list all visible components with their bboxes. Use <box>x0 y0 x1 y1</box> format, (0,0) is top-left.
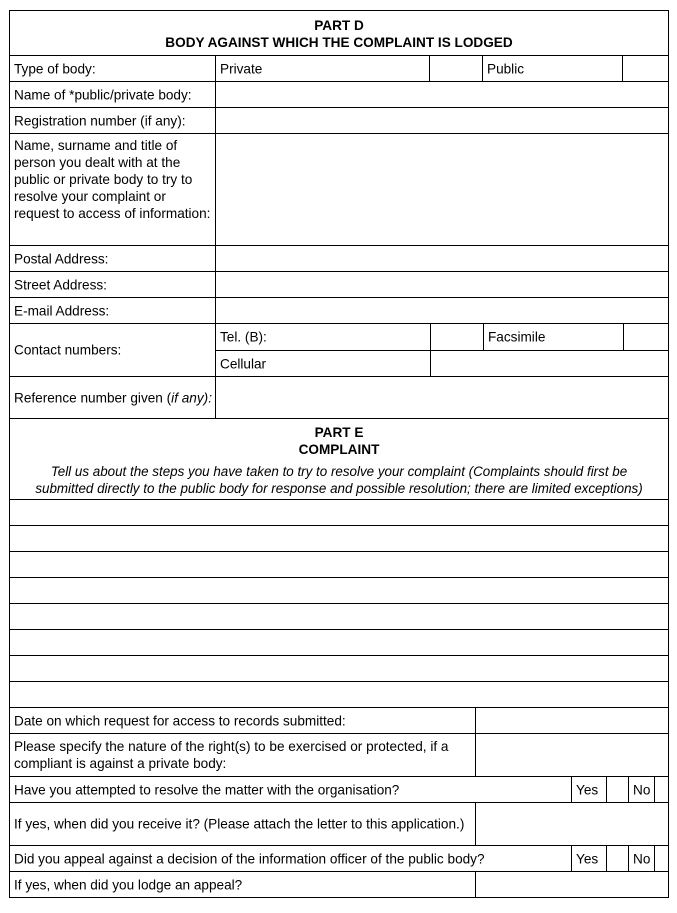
public-label: Public <box>487 61 525 76</box>
receive-row <box>9 803 669 846</box>
part-d-header <box>9 10 669 56</box>
body-name-row <box>9 82 669 108</box>
attempted-yes-label: Yes <box>576 782 599 797</box>
attempted-label: Have you attempted to resolve the matter with the organisation? <box>14 782 400 797</box>
body-name-field[interactable] <box>215 82 668 107</box>
complaint-line[interactable] <box>9 630 669 656</box>
appeal-no-label: No <box>633 851 651 866</box>
cellular-field[interactable] <box>430 351 668 376</box>
part-e-intro-line2: submitted directly to the public body for response and possible resolution; there are limited exceptions) <box>35 481 643 496</box>
tel-label: Tel. (B): <box>220 329 267 345</box>
street-field[interactable] <box>215 272 668 297</box>
postal-field[interactable] <box>215 246 668 271</box>
attempted-no-checkbox[interactable] <box>654 777 668 802</box>
person-row <box>9 134 669 246</box>
nature-field[interactable] <box>475 734 668 776</box>
street-label: Street Address: <box>14 277 107 292</box>
complaint-line[interactable] <box>9 526 669 552</box>
attempted-yes-checkbox[interactable] <box>606 777 628 802</box>
email-label: E-mail Address: <box>14 303 110 318</box>
attempted-no-label: No <box>633 782 651 797</box>
part-e-intro-line1: Tell us about the steps you have taken to try to resolve your complaint (Complaints should first be <box>50 464 628 479</box>
appeal-label: Did you appeal against a decision of the information officer of the public body? <box>14 851 485 866</box>
registration-label: Registration number (if any): <box>14 113 186 128</box>
public-label-cell <box>482 56 622 81</box>
appeal-yes-checkbox[interactable] <box>606 846 628 871</box>
cellular-label: Cellular <box>220 356 267 371</box>
part-e-title: COMPLAINT <box>298 442 380 457</box>
complaint-form <box>9 10 669 898</box>
facsimile-field[interactable] <box>623 324 668 350</box>
complaint-line[interactable] <box>9 604 669 630</box>
cellular-subrow <box>216 351 668 376</box>
part-d-title: BODY AGAINST WHICH THE COMPLAINT IS LODGED <box>165 35 513 50</box>
email-row <box>9 298 669 324</box>
tel-field[interactable] <box>430 324 483 350</box>
contact-row <box>9 324 669 377</box>
facsimile-label: Facsimile <box>488 329 546 345</box>
registration-field[interactable] <box>215 108 668 133</box>
type-of-body-label-cell <box>10 56 215 81</box>
lodge-field[interactable] <box>475 872 668 897</box>
complaint-line[interactable] <box>9 578 669 604</box>
lodge-label: If yes, when did you lodge an appeal? <box>14 877 243 892</box>
complaint-line[interactable] <box>9 552 669 578</box>
reference-label-italic: if any): <box>171 390 212 405</box>
private-checkbox[interactable] <box>429 56 482 81</box>
registration-row <box>9 108 669 134</box>
type-of-body-label: Type of body: <box>14 61 96 76</box>
part-e-header <box>9 419 669 500</box>
lodge-row <box>9 872 669 898</box>
receive-field[interactable] <box>475 803 668 845</box>
contact-numbers-block <box>215 324 668 376</box>
receive-label: If yes, when did you receive it? (Please attach the letter to this application.) <box>14 816 465 832</box>
private-label-cell <box>215 56 429 81</box>
public-checkbox[interactable] <box>622 56 668 81</box>
reference-row <box>9 377 669 419</box>
part-e-heading: PART E <box>314 425 364 440</box>
street-row <box>9 272 669 298</box>
appeal-no-checkbox[interactable] <box>654 846 668 871</box>
email-field[interactable] <box>215 298 668 323</box>
complaint-line[interactable] <box>9 656 669 682</box>
part-d-heading: PART D <box>314 18 364 33</box>
postal-label: Postal Address: <box>14 251 109 266</box>
reference-label <box>14 389 212 406</box>
nature-label: Please specify the nature of the right(s) to be exercised or protected, if a compliant is against a private body: <box>14 739 449 771</box>
postal-row <box>9 246 669 272</box>
date-submitted-label: Date on which request for access to records submitted: <box>14 713 346 728</box>
appeal-yes-label: Yes <box>576 851 599 866</box>
tel-subrow <box>216 324 668 351</box>
attempted-row <box>9 777 669 803</box>
appeal-row <box>9 846 669 872</box>
contact-label: Contact numbers: <box>14 342 122 358</box>
person-field[interactable] <box>215 134 668 245</box>
body-name-label: Name of *public/private body: <box>14 87 192 102</box>
person-label: Name, surname and title of person you dealt with at the public or private body to try to resolve your complaint or request to access of information: <box>14 138 211 221</box>
nature-row <box>9 734 669 777</box>
date-submitted-row <box>9 708 669 734</box>
complaint-line[interactable] <box>9 682 669 708</box>
complaint-line[interactable] <box>9 500 669 526</box>
date-submitted-field[interactable] <box>475 708 668 733</box>
reference-label-main: Reference number given ( <box>14 390 172 405</box>
type-of-body-row <box>9 56 669 82</box>
private-label: Private <box>220 61 263 76</box>
reference-field[interactable] <box>215 377 668 418</box>
